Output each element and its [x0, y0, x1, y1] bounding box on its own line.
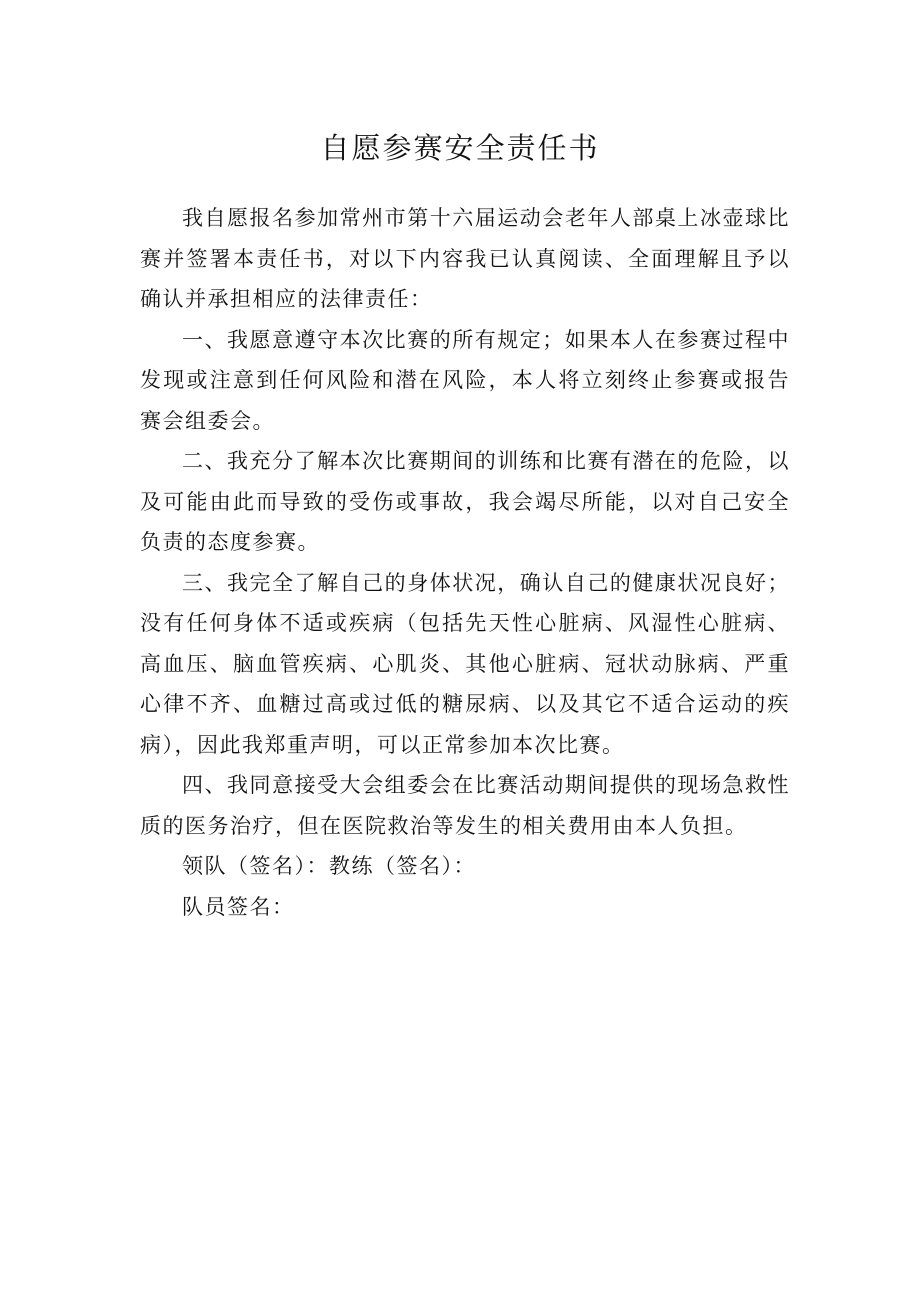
intro-paragraph: 我自愿报名参加常州市第十六届运动会老年人部桌上冰壶球比赛并签署本责任书，对以下内容我已认真阅读、全面理解且予以确认并承担相应的法律责任： [140, 206, 790, 311]
clause-4: 四、我同意接受大会组委会在比赛活动期间提供的现场急救性质的医务治疗，但在医院救治等发生的相关费用由本人负担。 [140, 773, 790, 838]
document-title: 自愿参赛安全责任书 [320, 131, 600, 165]
leader-coach-signature-line: 领队（签名）：教练（签名）： [182, 854, 476, 878]
members-signature-line: 队员签名： [182, 894, 295, 919]
clause-3: 三、我完全了解自己的身体状况，确认自己的健康状况良好；没有任何身体不适或疾病（包括先天性心脏病、风湿性心脏病、高血压、脑血管疾病、心肌炎、其他心脏病、冠状动脉病、严重心律不齐、血糖过高或过低的糖尿病、以及其它不适合运动的疾病），因此我郑重声明，可以正常参加本次比赛。 [140, 570, 790, 757]
clause-2: 二、我充分了解本次比赛期间的训练和比赛有潜在的危险，以及可能由此而导致的受伤或事故，我会竭尽所能，以对自己安全负责的态度参赛。 [140, 449, 790, 554]
document-body [140, 198, 790, 927]
clause-1: 一、我愿意遵守本次比赛的所有规定；如果本人在参赛过程中发现或注意到任何风险和潜在风险，本人将立刻终止参赛或报告赛会组委会。 [140, 327, 790, 433]
